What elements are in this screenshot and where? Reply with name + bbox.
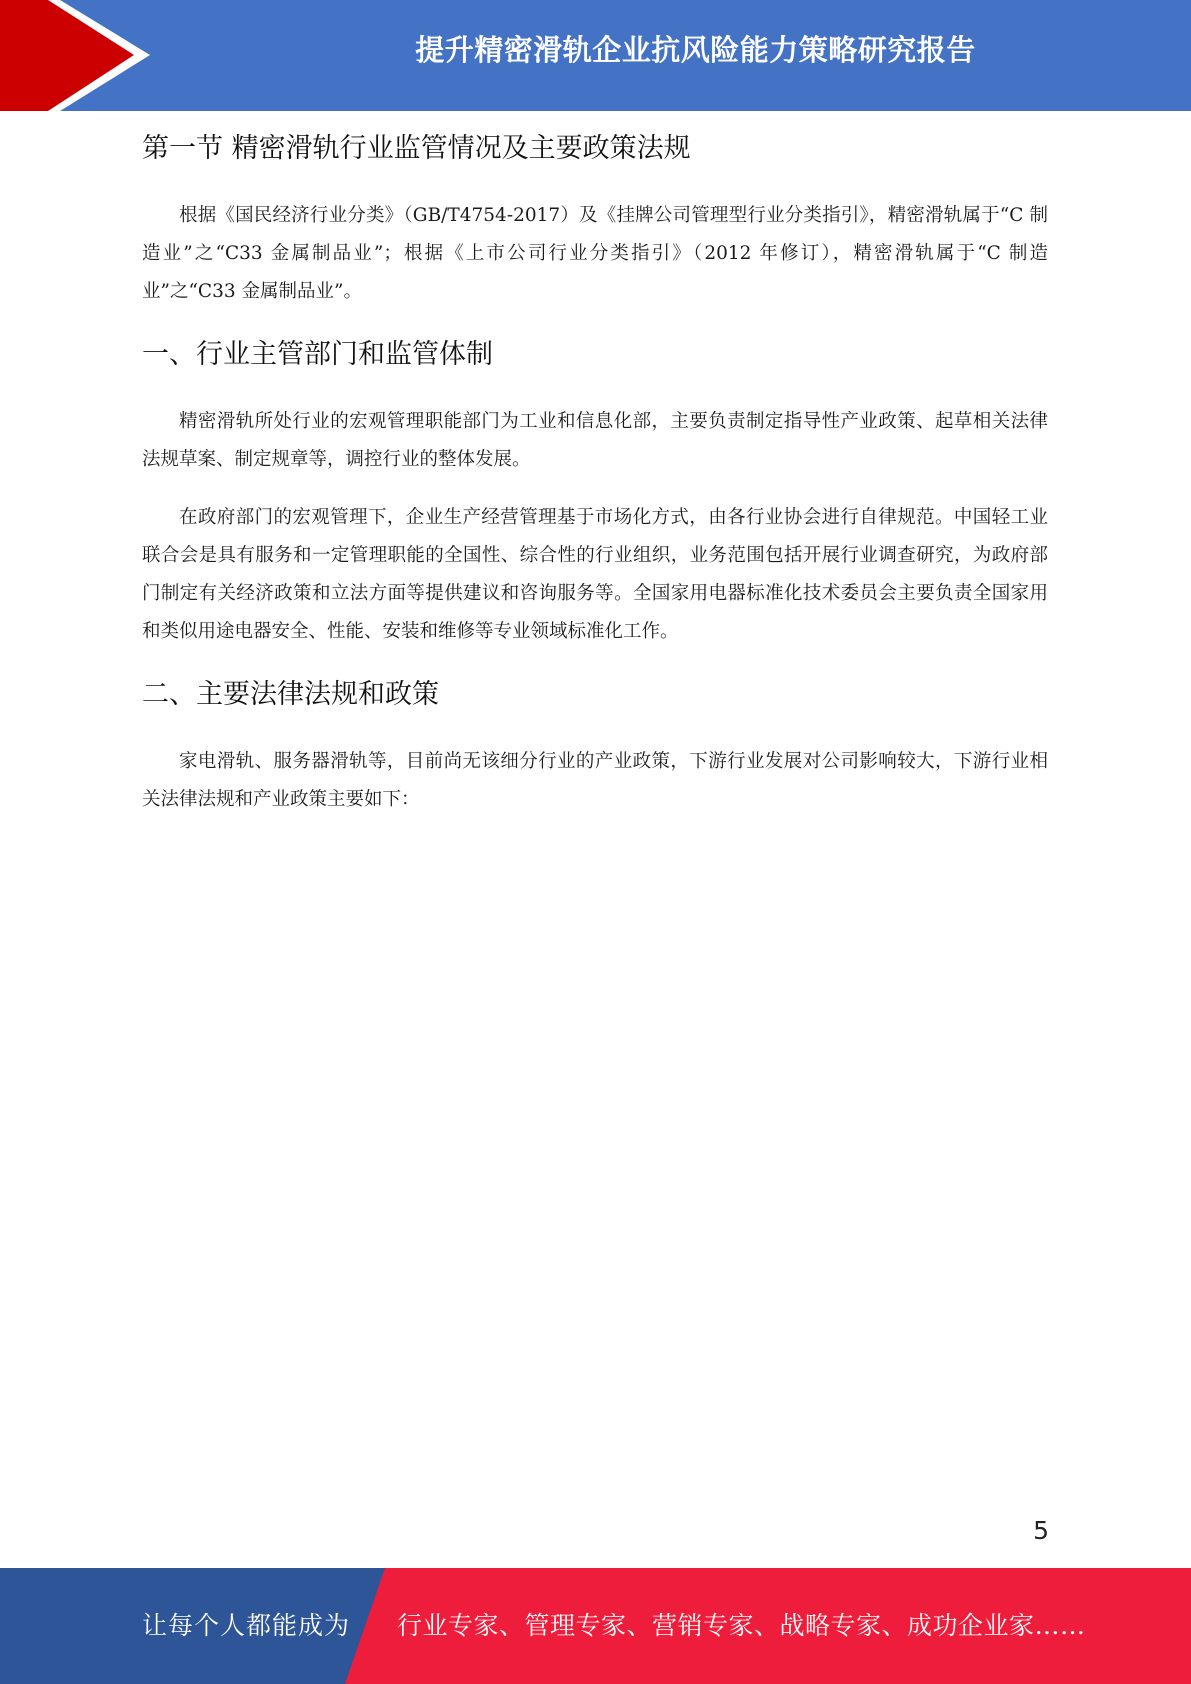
subsection-title-regulation: 一、行业主管部门和监管体制 <box>142 339 493 370</box>
chevron-arrow-icon <box>0 0 160 111</box>
subsection-title-laws: 二、主要法律法规和政策 <box>142 679 439 710</box>
footer-slogan-left: 让每个人都能成为 <box>142 1611 351 1640</box>
footer-slogan-right: 行业专家、管理专家、营销专家、战略专家、成功企业家…… <box>397 1611 1086 1640</box>
header-banner <box>0 0 1191 111</box>
paragraph: 家电滑轨、服务器滑轨等，目前尚无该细分行业的产业政策，下游行业发展对公司影响较大，下游行业相关法律法规和产业政策主要如下： <box>142 751 1048 810</box>
footer-banner <box>0 1568 1191 1684</box>
report-title: 提升精密滑轨企业抗风险能力策略研究报告 <box>415 33 976 67</box>
paragraph: 精密滑轨所处行业的宏观管理职能部门为工业和信息化部，主要负责制定指导性产业政策、起草相关法律法规草案、制定规章等，调控行业的整体发展。 <box>142 411 1048 470</box>
section-title: 第一节 精密滑轨行业监管情况及主要政策法规 <box>142 133 691 164</box>
intro-paragraph: 根据《国民经济行业分类》（GB/T4754-2017）及《挂牌公司管理型行业分类指引》，精密滑轨属于“C 制造业”之“C33 金属制品业”；根据《上市公司行业分类指引》（2012 年修订），精密滑轨属于“C 制造业”之“C33 金属制品业”。 <box>142 205 1048 302</box>
main-content <box>142 125 1048 839</box>
paragraph: 在政府部门的宏观管理下，企业生产经营管理基于市场化方式，由各行业协会进行自律规范。中国轻工业联合会是具有服务和一定管理职能的全国性、综合性的行业组织，业务范围包括开展行业调查研究，为政府部门制定有关经济政策和立法方面等提供建议和咨询服务等。全国家用电器标准化技术委员会主要负责全国家用和类似用途电器安全、性能、安装和维修等专业领域标准化工作。 <box>142 507 1048 642</box>
page-number: 5 <box>1033 1516 1049 1545</box>
